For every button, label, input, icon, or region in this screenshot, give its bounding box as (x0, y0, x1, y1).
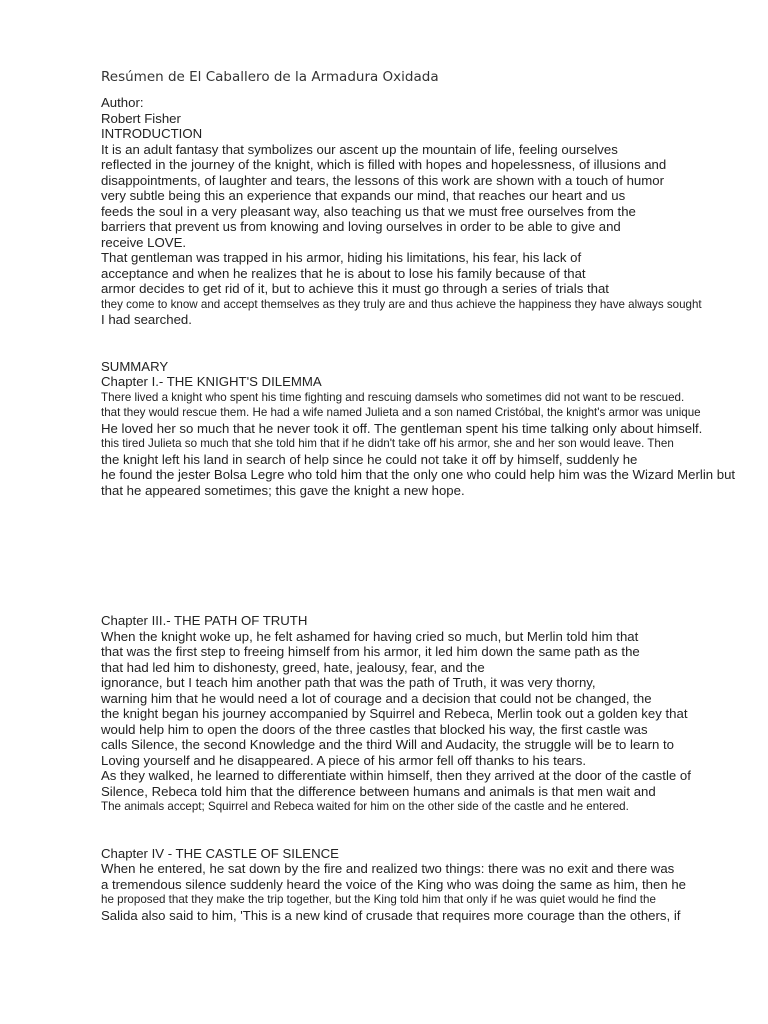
text-line: SUMMARY (101, 358, 169, 374)
text-line: acceptance and when he realizes that he is about to lose his family because of that (101, 265, 586, 281)
text-line: warning him that he would need a lot of courage and a decision that could not be changed, the (101, 690, 652, 706)
text-line: The animals accept; Squirrel and Rebeca waited for him on the other side of the castle and he entered. (101, 800, 629, 813)
text-line: that was the first step to freeing himself from his armor, it led him down the same path as the (101, 644, 640, 659)
chapter-3-section (101, 613, 768, 815)
section-spacer (101, 815, 768, 846)
text-line: Salida also said to him, 'This is a new kind of crusade that requires more courage than the others, if (101, 907, 681, 923)
text-line: he proposed that they make the trip together, but the King told him that only if he was quiet would he find the (101, 893, 656, 906)
text-line: a tremendous silence suddenly heard the voice of the King who was doing the same as him, then he (101, 876, 687, 892)
text-line: When he entered, he sat down by the fire and realized two things: there was no exit and there was (101, 861, 675, 876)
section-spacer (101, 328, 768, 359)
text-line: very subtle being this an experience that expands our mind, that reaches our heart and us (101, 188, 626, 203)
text-line: would help him to open the doors of the three castles that blocked his way, the first castle was (101, 721, 648, 737)
text-line: the knight began his journey accompanied by Squirrel and Rebeca, Merlin took out a golden key that (101, 706, 688, 721)
text-line: INTRODUCTION (101, 126, 203, 141)
document-title: Resúmen de El Caballero de la Armadura Oxidada (101, 69, 439, 85)
text-line: receive LOVE. (101, 234, 187, 250)
summary-section (101, 359, 768, 499)
text-line: armor decides to get rid of it, but to achieve this it must go through a series of trials that (101, 281, 609, 296)
text-line: reflected in the journey of the knight, which is filled with hopes and hopelessness, of illusions and (101, 157, 667, 172)
text-line: disappointments, of laughter and tears, the lessons of this work are shown with a touch of humor (101, 172, 664, 188)
document-page (101, 68, 768, 923)
text-line: I had searched. (101, 312, 192, 327)
text-line: barriers that prevent us from knowing and loving ourselves in order to be able to give and (101, 219, 621, 234)
text-line: ignorance, but I teach him another path that was the path of Truth, it was very thorny, (101, 675, 596, 690)
text-line: Loving yourself and he disappeared. A piece of his armor fell off thanks to his tears. (101, 752, 587, 768)
text-line: It is an adult fantasy that symbolizes our ascent up the mountain of life, feeling ourselves (101, 141, 618, 157)
text-line: this tired Julieta so much that she told him that if he didn't take off his armor, she and her son would leave. Then (101, 437, 674, 450)
text-line: Chapter III.- THE PATH OF TRUTH (101, 613, 308, 628)
text-line: There lived a knight who spent his time fighting and rescuing damsels who sometimes did not want to be rescued. (101, 390, 685, 404)
text-line: they come to know and accept themselves as they truly are and thus achieve the happiness they have always sought (101, 297, 702, 311)
text-line: As they walked, he learned to differentiate within himself, then they arrived at the door of the castle of (101, 768, 691, 783)
text-line: Chapter I.- THE KNIGHT'S DILEMMA (101, 374, 322, 389)
text-line: he found the jester Bolsa Legre who told him that the only one who could help him was the Wizard Merlin but (101, 467, 736, 482)
text-line: that he appeared sometimes; this gave the knight a new hope. (101, 482, 465, 498)
text-line: feeds the soul in a very pleasant way, also teaching us that we must free ourselves from the (101, 203, 636, 219)
text-line: that they would rescue them. He had a wife named Julieta and a son named Cristóbal, the knight's armor was unique (101, 406, 701, 419)
text-line: Silence, Rebeca told him that the difference between humans and animals is that men wait and (101, 783, 656, 799)
text-line: the knight left his land in search of help since he could not take it off by himself, suddenly he (101, 451, 638, 467)
text-line: When the knight woke up, he felt ashamed for having cried so much, but Merlin told him that (101, 628, 639, 644)
text-line: that had led him to dishonesty, greed, hate, jealousy, fear, and the (101, 659, 485, 675)
text-line: Author: (101, 95, 144, 110)
text-line: Robert Fisher (101, 110, 181, 126)
introduction-section (101, 95, 768, 328)
section-spacer (101, 498, 768, 613)
text-line: He loved her so much that he never took it off. The gentleman spent his time talking only about himself. (101, 420, 703, 436)
text-line: calls Silence, the second Knowledge and the third Will and Audacity, the struggle will be to learn to (101, 737, 675, 752)
text-line: That gentleman was trapped in his armor, hiding his limitations, his fear, his lack of (101, 250, 582, 265)
text-line: Chapter IV - THE CASTLE OF SILENCE (101, 845, 339, 861)
chapter-4-section (101, 846, 768, 924)
